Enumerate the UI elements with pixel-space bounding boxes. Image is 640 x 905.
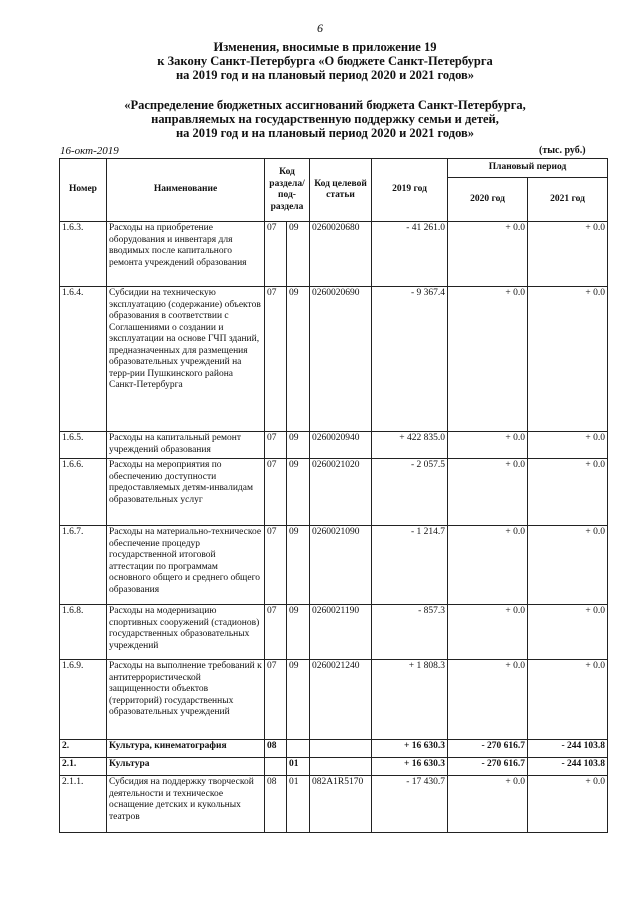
row-name: Субсидия на поддержку творческой деятельности и техническое оснащение детских и кукольных театров [107, 776, 265, 833]
value-2021: + 0.0 [528, 660, 608, 740]
target-code [310, 740, 372, 758]
section-code [265, 758, 287, 776]
section-code: 07 [265, 605, 287, 660]
value-2021: + 0.0 [528, 432, 608, 459]
target-code: 0260021190 [310, 605, 372, 660]
table-body [60, 222, 608, 833]
value-2020: + 0.0 [448, 222, 528, 287]
table-row [60, 526, 608, 605]
title-line: к Закону Санкт-Петербурга «О бюджете Санкт-Петербурга [157, 54, 493, 68]
row-number: 1.6.8. [60, 605, 107, 660]
unit-label: (тыс. руб.) [539, 145, 586, 156]
header-year-2019: 2019 год [372, 159, 448, 222]
row-name: Расходы на капитальный ремонт учреждений образования [107, 432, 265, 459]
value-2021: + 0.0 [528, 526, 608, 605]
section-code: 07 [265, 526, 287, 605]
section-code: 07 [265, 222, 287, 287]
value-2020: + 0.0 [448, 776, 528, 833]
row-name: Расходы на мероприятия по обеспечению доступности предоставляемых детям-инвалидам образовательных услуг [107, 459, 265, 526]
header-number: Номер [60, 159, 107, 222]
subsection-code: 09 [287, 660, 310, 740]
document-subtitle [60, 98, 590, 140]
subsection-code: 09 [287, 459, 310, 526]
value-2019: - 17 430.7 [372, 776, 448, 833]
value-2019: - 1 214.7 [372, 526, 448, 605]
subtitle-line: на 2019 год и на плановый период 2020 и 2021 годов» [175, 126, 475, 140]
row-number: 2.1. [60, 758, 107, 776]
row-number: 1.6.9. [60, 660, 107, 740]
value-2021: + 0.0 [528, 776, 608, 833]
target-code: 0260020680 [310, 222, 372, 287]
subsection-code: 09 [287, 432, 310, 459]
value-2021: + 0.0 [528, 459, 608, 526]
header-plan-period: Плановый период [448, 159, 608, 178]
header-row [60, 159, 608, 178]
subtitle-line: направляемых на государственную поддержку семьи и детей, [151, 112, 499, 126]
row-name: Расходы на выполнение требований к антитеррористической защищенности объектов (территорий) государственных образовательных учреждений [107, 660, 265, 740]
row-number: 2.1.1. [60, 776, 107, 833]
value-2021: - 244 103.8 [528, 740, 608, 758]
value-2021: - 244 103.8 [528, 758, 608, 776]
row-number: 1.6.3. [60, 222, 107, 287]
target-code: 0260020690 [310, 287, 372, 432]
title-line: на 2019 год и на плановый период 2020 и 2021 годов» [175, 68, 475, 82]
subtitle-line: «Распределение бюджетных ассигнований бюджета Санкт-Петербурга, [124, 98, 526, 112]
row-name: Расходы на материально-техническое обеспечение процедур государственной итоговой аттестации по программам основного общего и среднего общего образования [107, 526, 265, 605]
subsection-code: 09 [287, 222, 310, 287]
header-year-2020: 2020 год [448, 178, 528, 222]
header-year-2021: 2021 год [528, 178, 608, 222]
value-2019: + 16 630.3 [372, 740, 448, 758]
section-code: 08 [265, 776, 287, 833]
header-name: Наименование [107, 159, 265, 222]
target-code: 0260021090 [310, 526, 372, 605]
value-2019: + 1 808.3 [372, 660, 448, 740]
header-target-code: Код целевой статьи [310, 159, 372, 222]
subsection-code: 09 [287, 287, 310, 432]
value-2020: + 0.0 [448, 287, 528, 432]
section-code: 07 [265, 459, 287, 526]
table-row [60, 432, 608, 459]
section-code: 07 [265, 660, 287, 740]
subsection-code [287, 740, 310, 758]
value-2021: + 0.0 [528, 222, 608, 287]
section-code: 08 [265, 740, 287, 758]
value-2019: - 9 367.4 [372, 287, 448, 432]
section-code: 07 [265, 287, 287, 432]
row-number: 1.6.6. [60, 459, 107, 526]
value-2020: - 270 616.7 [448, 740, 528, 758]
document-title [60, 40, 590, 82]
target-code: 082A1R5170 [310, 776, 372, 833]
value-2021: + 0.0 [528, 287, 608, 432]
row-name: Расходы на модернизацию спортивных сооружений (стадионов) государственных образовательных учреждений [107, 605, 265, 660]
value-2019: - 2 057.5 [372, 459, 448, 526]
section-code: 07 [265, 432, 287, 459]
row-number: 1.6.4. [60, 287, 107, 432]
value-2020: + 0.0 [448, 459, 528, 526]
table-row [60, 758, 608, 776]
page-number: 6 [317, 21, 323, 35]
target-code: 0260021020 [310, 459, 372, 526]
row-name: Культура, кинематография [107, 740, 265, 758]
target-code [310, 758, 372, 776]
table-row [60, 776, 608, 833]
target-code: 0260021240 [310, 660, 372, 740]
value-2020: + 0.0 [448, 660, 528, 740]
row-name: Культура [107, 758, 265, 776]
table-row [60, 660, 608, 740]
table-row [60, 740, 608, 758]
value-2019: - 857.3 [372, 605, 448, 660]
value-2019: + 422 835.0 [372, 432, 448, 459]
row-name: Расходы на приобретение оборудования и инвентаря для вводимых после капитального ремонта учреждений образования [107, 222, 265, 287]
subsection-code: 09 [287, 605, 310, 660]
subsection-code: 01 [287, 776, 310, 833]
value-2020: + 0.0 [448, 432, 528, 459]
title-line: Изменения, вносимые в приложение 19 [213, 40, 437, 54]
subsection-code: 01 [287, 758, 310, 776]
row-number: 1.6.5. [60, 432, 107, 459]
target-code: 0260020940 [310, 432, 372, 459]
document-date: 16-окт-2019 [60, 145, 119, 157]
budget-table [59, 158, 608, 833]
table-row [60, 605, 608, 660]
table-row [60, 287, 608, 432]
value-2020: + 0.0 [448, 526, 528, 605]
row-name: Субсидии на техническую эксплуатацию (содержание) объектов образования в соответствии с Соглашениями о создании и эксплуатации на основе ГЧП зданий, предназначенных для размещения образовательных учреждений на терр-рии Пушкинского района Санкт-Петербурга [107, 287, 265, 432]
row-number: 1.6.7. [60, 526, 107, 605]
table-row [60, 459, 608, 526]
value-2019: - 41 261.0 [372, 222, 448, 287]
table-row [60, 222, 608, 287]
header-section-code: Код раздела/ под-раздела [265, 159, 310, 222]
subsection-code: 09 [287, 526, 310, 605]
value-2019: + 16 630.3 [372, 758, 448, 776]
value-2020: + 0.0 [448, 605, 528, 660]
value-2021: + 0.0 [528, 605, 608, 660]
value-2020: - 270 616.7 [448, 758, 528, 776]
row-number: 2. [60, 740, 107, 758]
